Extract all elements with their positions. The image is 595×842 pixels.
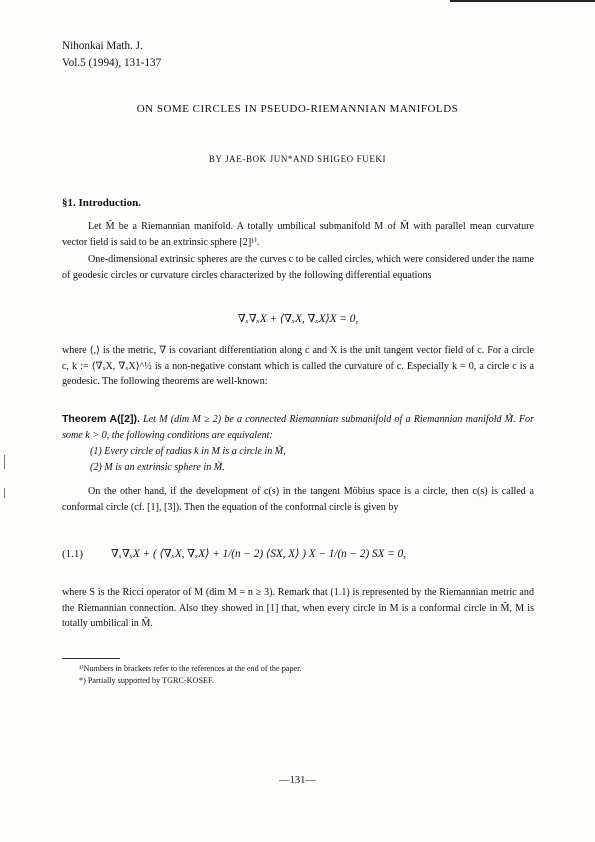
footnote-rule (62, 658, 120, 659)
theorem-condition-2: (2) M is an extrinsic sphere in M̃. (90, 462, 225, 473)
page-number: —131— (279, 775, 316, 786)
footnote-1: ¹⁾Numbers in brackets refer to the references at the end of the paper. (79, 664, 302, 673)
theorem-conditions (90, 444, 286, 476)
equation-number: (1.1) (62, 548, 84, 560)
paragraph-conformal: On the other hand, if the development of c(s) in the tangent Möbius space is a circle, then c(s) is called a conformal circle (cf. [1], [3]). Then the equation of the conformal circle is given by (62, 486, 534, 513)
paragraph-ricci: where S is the Ricci operator of M (dim M = n ≥ 3). Remark that (1.1) is represented by the Riemannian metric and the Riemannian connection. Also they showed in [1] that, when every circle in M is a conformal circle in M̃, M is totally umbilical in M̃. (62, 587, 534, 630)
paper-title: ON SOME CIRCLES IN PSEUDO-RIEMANNIAN MANIFOLDS (136, 103, 459, 115)
theorem-statement: Let M (dim M ≥ 2) be a connected Riemannian submanifold of a Riemannian manifold M̃. For some k > 0, the following conditions are equivalent: (62, 414, 534, 441)
journal-volume: Vol.5 (1994), 131-137 (62, 57, 162, 69)
top-rule (450, 0, 595, 2)
footnote-2: *) Partially supported by TGRC-KOSEF. (79, 676, 214, 685)
equation-conformal-circle: ∇ₓ∇ₓX + ( ⟨∇ₓX, ∇ₓX⟩ + 1/(n − 2) ⟨SX, X⟩ ) X − 1/(n − 2) SX = 0, (111, 548, 406, 560)
scan-mark (4, 488, 5, 498)
paragraph-circles: One-dimensional extrinsic spheres are the curves c to be called circles, which were considered under the name of geodesic circles or curvature circles characterized by the following differential equations (62, 254, 534, 281)
theorem-block (62, 412, 534, 443)
section-heading: §1. Introduction. (62, 197, 141, 209)
paragraph-metric: where ⟨,⟩ is the metric, ∇ is covariant differentiation along c and X is the unit tangent vector field of c. For a circle c, k := ⟨∇ₓX, ∇ₓX⟩^½ is a non-negative constant which is called the curvature of c. Especially k = 0, a circle c is a geodesic. The following theorems are well-known: (62, 345, 534, 388)
paper-authors: BY JAE-BOK JUN*AND SHIGEO FUEKI (208, 154, 387, 164)
journal-header (62, 38, 161, 72)
scan-mark (4, 455, 5, 469)
equation-geodesic-circle: ∇ₓ∇ₓX + ⟨∇ₓX, ∇ₓX⟩X = 0, (237, 313, 359, 325)
journal-name: Nihonkai Math. J. (62, 40, 143, 52)
paragraph-intro: Let M̃ be a Riemannian manifold. A totally umbilical submanifold M of M̃ with parallel mean curvature vector field is said to be an extrinsic sphere [2]¹⁾. (62, 221, 534, 248)
theorem-label: Theorem A([2]). (62, 413, 140, 425)
theorem-condition-1: (1) Every circle of radius k in M is a circle in M̃, (90, 446, 286, 457)
